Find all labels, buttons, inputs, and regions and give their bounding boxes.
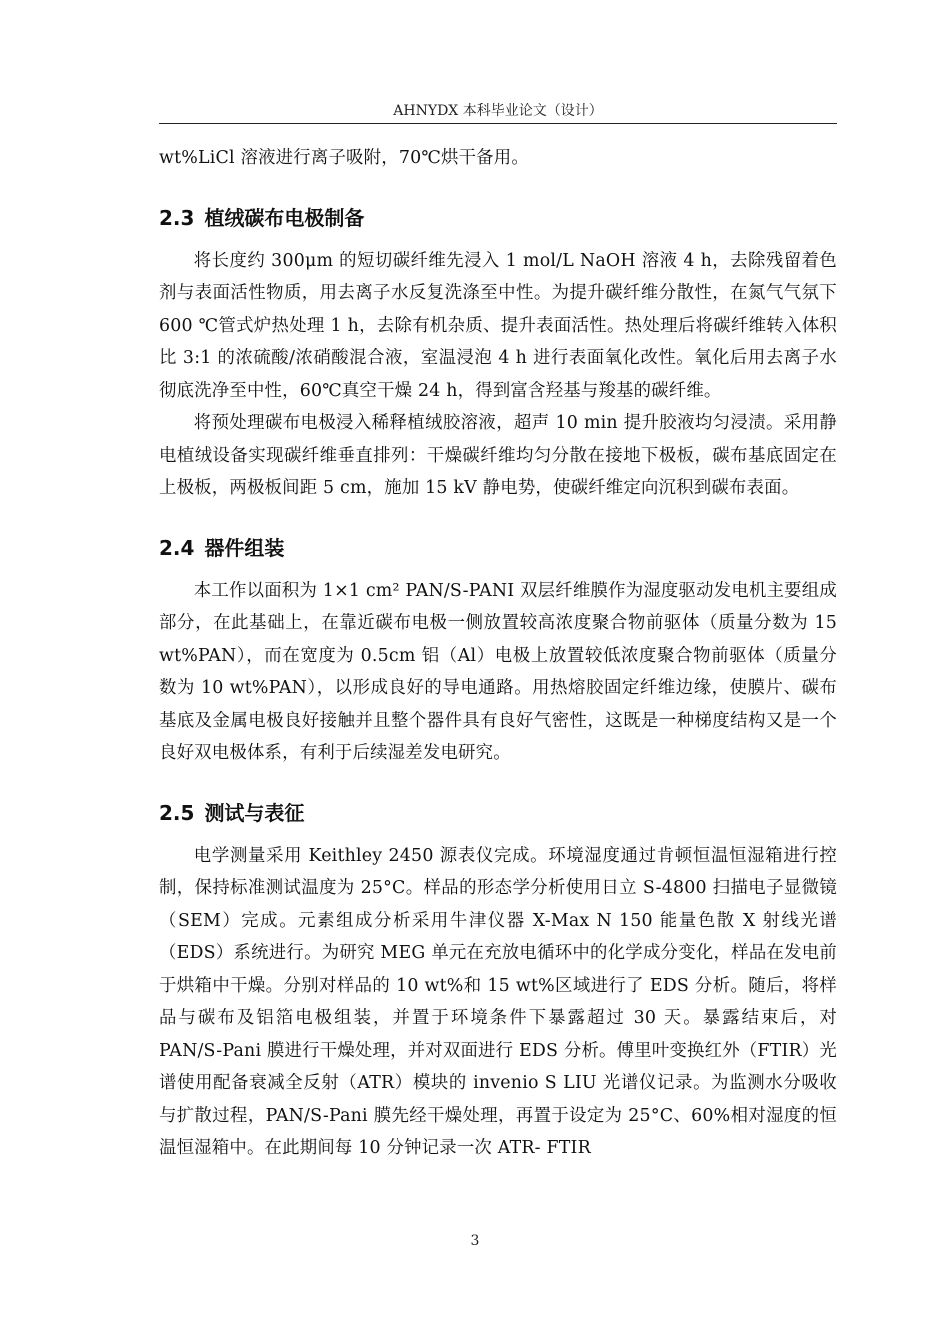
section-heading-2-4 bbox=[159, 533, 837, 563]
section-title: 器件组装 bbox=[204, 535, 285, 560]
paragraph: 电学测量采用 Keithley 2450 源表仪完成。环境湿度通过肯顿恒温恒湿箱进行控制，保持标准测试温度为 25°C。样品的形态学分析使用日立 S-4800 扫描电子显微镜（SEM）完成。元素组成分析采用牛津仪器 X-Max N 150 能量色散 X 射线光谱（EDS）系统进行。为研究 MEG 单元在充放电循环中的化学成分变化，样品在发电前于烘箱中干燥。分别对样品的 10 wt%和 15 wt%区域进行了 EDS 分析。随后，将样品与碳布及铝箔电极组装，并置于环境条件下暴露超过 30 天。暴露结束后，对 PAN/S-Pani 膜进行干燥处理，并对双面进行 EDS 分析。傅里叶变换红外（FTIR）光谱使用配备衰减全反射（ATR）模块的 invenio S LIU 光谱仪记录。为监测水分吸收与扩散过程，PAN/S-Pani 膜先经干燥处理，再置于设定为 25°C、60%相对湿度的恒温恒湿箱中。在此期间每 10 分钟记录一次 ATR- FTIR bbox=[159, 845, 837, 1158]
section-heading-2-5 bbox=[159, 798, 837, 828]
section-title: 测试与表征 bbox=[204, 800, 305, 825]
section-heading-2-3 bbox=[159, 203, 837, 233]
header-rule bbox=[159, 123, 837, 124]
section-number: 2.5 bbox=[159, 800, 195, 825]
running-header: AHNYDX 本科毕业论文（设计） bbox=[393, 103, 603, 119]
continuation-paragraph: wt%LiCl 溶液进行离子吸附，70℃烘干备用。 bbox=[159, 148, 529, 168]
section-number: 2.4 bbox=[159, 535, 195, 560]
page-number: 3 bbox=[470, 1233, 480, 1249]
paragraph: 本工作以面积为 1×1 cm² PAN/S-PANI 双层纤维膜作为湿度驱动发电机主要组成部分，在此基础上，在靠近碳布电极一侧放置较高浓度聚合物前驱体（质量分数为 15 wt%PAN），而在宽度为 0.5cm 铝（Al）电极上放置较低浓度聚合物前驱体（质量分数为 10 wt%PAN），以形成良好的导电通路。用热熔胶固定纤维边缘，使膜片、碳布基底及金属电极良好接触并且整个器件具有良好气密性，这既是一种梯度结构又是一个良好双电极体系，有利于后续湿差发电研究。 bbox=[159, 580, 837, 763]
paragraph: 将预处理碳布电极浸入稀释植绒胶溶液，超声 10 min 提升胶液均匀浸渍。采用静电植绒设备实现碳纤维垂直排列：干燥碳纤维均匀分散在接地下极板，碳布基底固定在上极板，两极板间距 5 cm，施加 15 kV 静电势，使碳纤维定向沉积到碳布表面。 bbox=[159, 413, 837, 498]
page-content bbox=[159, 142, 837, 1165]
section-number: 2.3 bbox=[159, 205, 195, 230]
section-title: 植绒碳布电极制备 bbox=[204, 205, 365, 230]
paragraph: 将长度约 300μm 的短切碳纤维先浸入 1 mol/L NaOH 溶液 4 h，去除残留着色剂与表面活性物质，用去离子水反复洗涤至中性。为提升碳纤维分散性，在氮气气氛下 600 ℃管式炉热处理 1 h，去除有机杂质、提升表面活性。热处理后将碳纤维转入体积比 3:1 的浓硫酸/浓硝酸混合液，室温浸泡 4 h 进行表面氧化改性。氧化后用去离子水彻底洗净至中性，60℃真空干燥 24 h，得到富含羟基与羧基的碳纤维。 bbox=[159, 250, 837, 401]
